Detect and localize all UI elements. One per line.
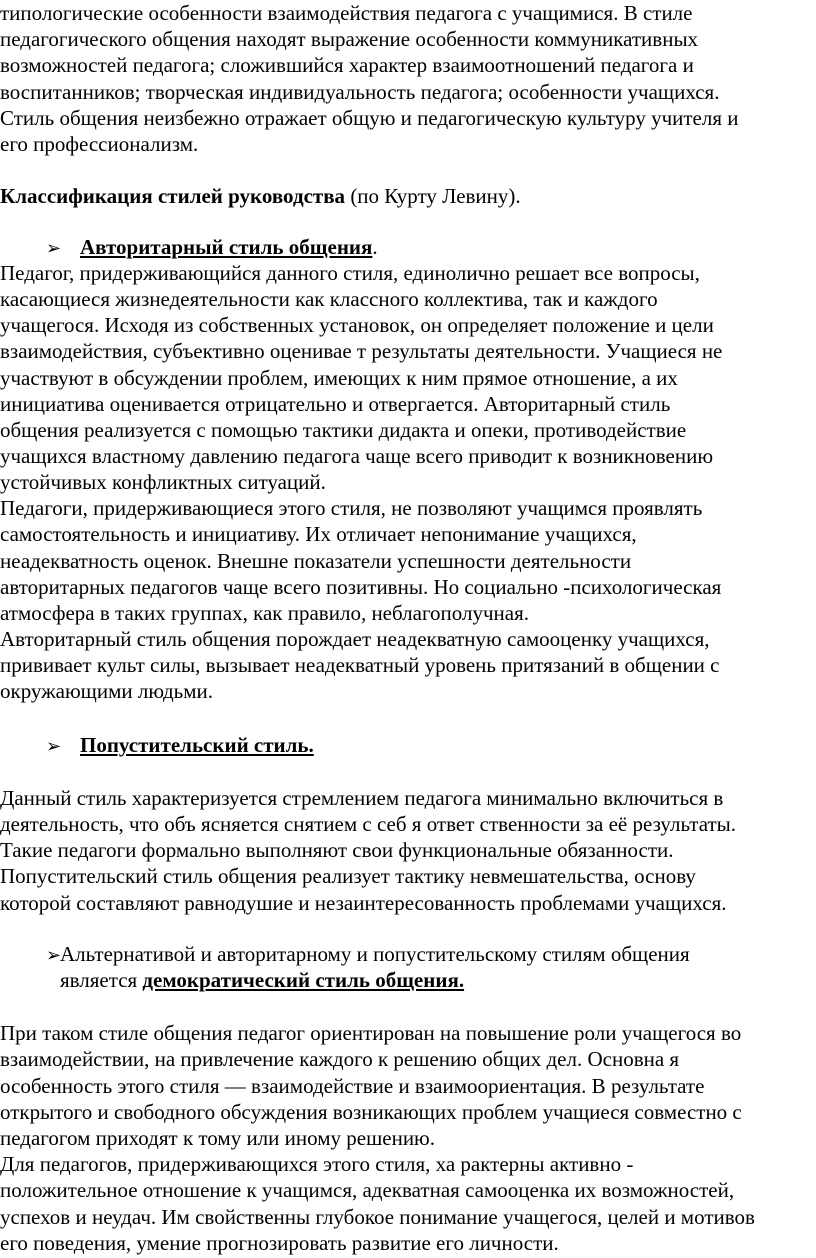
text-line: Авторитарный стиль общения порождает неадекватную самооценку учащихся, bbox=[0, 627, 710, 651]
text-line: педагогического общения находят выражение особенности коммуникативных bbox=[0, 27, 699, 51]
text-line: При таком стиле общения педагог ориентирован на повышение роли учащегося во bbox=[0, 1021, 742, 1045]
text-line: авторитарных педагогов чаще всего позитивны. Но социально -психологическая bbox=[0, 575, 722, 599]
text-line: Попустительский стиль общения реализует тактику невмешательства, основу bbox=[0, 864, 696, 888]
text-line: Педагог, придерживающийся данного стиля, единолично решает все вопросы, bbox=[0, 261, 700, 285]
arrow-bullet-icon: ➢ bbox=[46, 945, 62, 966]
text-line: Стиль общения неизбежно отражает общую и педагогическую культуру учителя и bbox=[0, 106, 739, 130]
permissive-heading: Попустительский стиль. bbox=[80, 733, 314, 757]
text-line: положительное отношение к учащимся, адекватная самооценка их возможностей, bbox=[0, 1178, 735, 1202]
text-line: Для педагогов, придерживающихся этого стиля, ха рактерны активно - bbox=[0, 1152, 634, 1176]
text-line: особенность этого стиля — взаимодействие и взаимоориентация. В результате bbox=[0, 1074, 705, 1098]
democratic-heading: демократический стиль общения. bbox=[142, 968, 465, 992]
text-line: возможностей педагога; сложившийся характер взаимоотношений педагога и bbox=[0, 53, 694, 77]
text-line: которой составляют равнодушие и незаинтересованность проблемами учащихся. bbox=[0, 891, 727, 915]
text-line: самостоятельность и инициативу. Их отличает непонимание учащихся, bbox=[0, 522, 637, 546]
text-line: педагогом приходят к тому или иному решению. bbox=[0, 1126, 435, 1150]
arrow-bullet-icon: ➢ bbox=[46, 736, 62, 757]
text-line: участвуют в обсуждении проблем, имеющих к ним прямое отношение, а их bbox=[0, 366, 678, 390]
text-line: открытого и свободного обсуждения возникающих проблем учащиеся совместно с bbox=[0, 1100, 742, 1124]
text-line: касающиеся жизнедеятельности как классного коллектива, так и каждого bbox=[0, 287, 658, 311]
classification-heading bbox=[0, 183, 521, 209]
text-line: деятельность, что объ ясняется снятием с себ я ответ ственности за её результаты. bbox=[0, 812, 737, 836]
text-line: его профессионализм. bbox=[0, 132, 199, 156]
text-line: Данный стиль характеризуется стремлением педагога минимально включиться в bbox=[0, 786, 724, 810]
classification-title: Классификация стилей руководства bbox=[0, 184, 346, 208]
democratic-intro-prefix: является bbox=[60, 968, 143, 992]
democratic-intro-cont bbox=[60, 967, 464, 993]
text-line: прививает культ силы, вызывает неадекватный уровень притязаний в общении с bbox=[0, 653, 720, 677]
text-line: неадекватность оценок. Внешне показатели успешности деятельности bbox=[0, 549, 632, 573]
arrow-bullet-icon: ➢ bbox=[46, 238, 62, 259]
classification-source: (по Курту Левину). bbox=[345, 184, 521, 208]
text-line: взаимодействии, на привлечение каждого к решению общих дел. Основна я bbox=[0, 1047, 680, 1071]
heading-punctuation: . bbox=[372, 235, 378, 259]
text-line: воспитанников; творческая индивидуальность педагога; особенности учащихся. bbox=[0, 80, 720, 104]
text-line: учащегося. Исходя из собственных установок, он определяет положение и цели bbox=[0, 313, 714, 337]
text-line: атмосфера в таких группах, как правило, неблагополучная. bbox=[0, 601, 530, 625]
authoritarian-heading bbox=[80, 234, 378, 260]
text-line: его поведения, умение прогнозировать развитие его личности. bbox=[0, 1231, 559, 1255]
text-line: взаимодействия, субъективно оценивае т результаты деятельности. Учащиеся не bbox=[0, 339, 723, 363]
authoritarian-title: Авторитарный стиль общения bbox=[80, 235, 373, 259]
text-line: устойчивых конфликтных ситуаций. bbox=[0, 470, 326, 494]
text-line: общения реализуется с помощью тактики дидакта и опеки, противодействие bbox=[0, 418, 687, 442]
text-line: успехов и неудач. Им свойственны глубокое понимание учащегося, целей и мотивов bbox=[0, 1205, 755, 1229]
text-line: инициатива оценивается отрицательно и отвергается. Авторитарный стиль bbox=[0, 392, 671, 416]
text-line: окружающими людьми. bbox=[0, 679, 213, 703]
text-line: Такие педагоги формально выполняют свои функциональные обязанности. bbox=[0, 838, 674, 862]
democratic-intro: Альтернативой и авторитарному и попустительскому стилям общения bbox=[60, 942, 690, 966]
text-line: учащихся властному давлению педагога чаще всего приводит к возникновению bbox=[0, 444, 714, 468]
text-line: типологические особенности взаимодействия педагога с учащимися. В стиле bbox=[0, 1, 693, 25]
text-line: Педагоги, придерживающиеся этого стиля, не позволяют учащимся проявлять bbox=[0, 496, 703, 520]
